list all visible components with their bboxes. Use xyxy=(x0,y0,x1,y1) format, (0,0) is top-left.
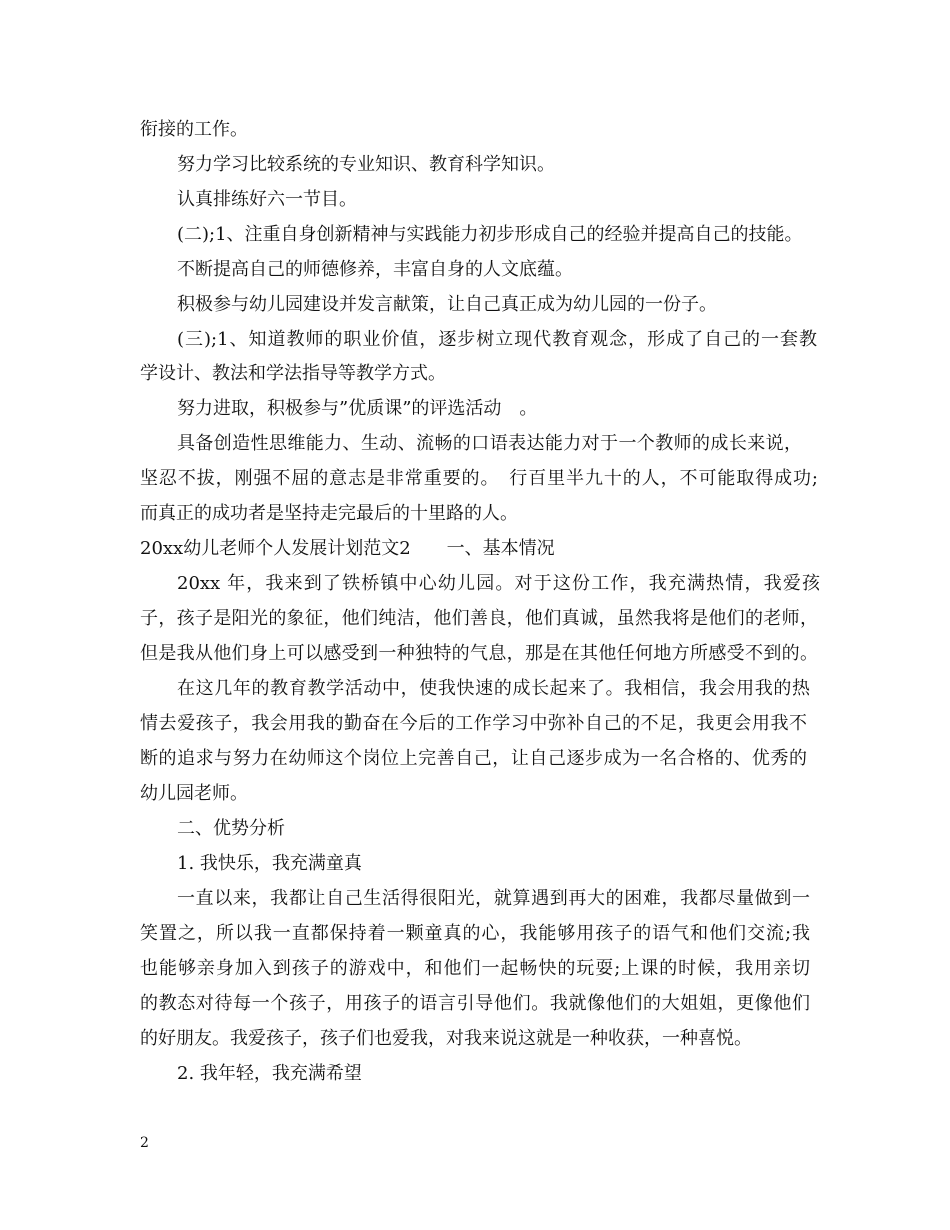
text-line: 具备创造性思维能力、生动、流畅的口语表达能力对于一个教师的成长来说， xyxy=(177,433,802,454)
text-line: 努力进取，积极参与”优质课”的评选活动 。 xyxy=(177,398,538,419)
text-line: 20xx 年，我来到了铁桥镇中心幼儿园。对于这份工作，我充满热情，我爱孩 xyxy=(177,573,820,594)
text-line: 衔接的工作。 xyxy=(140,119,248,140)
text-line: 情去爱孩子，我会用我的勤奋在今后的工作学习中弥补自己的不足，我更会用我不 xyxy=(140,713,807,734)
text-line: 努力学习比较系统的专业知识、教育科学知识。 xyxy=(177,154,555,175)
section-heading: 20xx幼儿老师个人发展计划范文2 一、基本情况 xyxy=(140,538,555,559)
text-line: 坚忍不拔，刚强不屈的意志是非常重要的。 行百里半九十的人，不可能取得成功; xyxy=(140,468,818,489)
text-line: 一直以来，我都让自己生活得很阳光，就算遇到再大的困难，我都尽量做到一 xyxy=(177,888,810,909)
text-line: 学设计、教法和学法指导等教学方式。 xyxy=(140,363,446,384)
text-line: 在这几年的教育教学活动中，使我快速的成长起来了。我相信，我会用我的热 xyxy=(177,678,810,699)
text-line: 的好朋友。我爱孩子，孩子们也爱我，对我来说这就是一种收获，一种喜悦。 xyxy=(140,1028,752,1049)
text-line: 但是我从他们身上可以感受到一种独特的气息，那是在其他任何地方所感受不到的。 xyxy=(140,643,818,664)
text-line: 幼儿园老师。 xyxy=(140,783,248,804)
text-line: 认真排练好六一节目。 xyxy=(177,189,357,210)
text-line: 积极参与幼儿园建设并发言献策，让自己真正成为幼儿园的一份子。 xyxy=(177,294,717,315)
list-item-heading: 2. 我年轻，我充满希望 xyxy=(177,1063,362,1084)
text-line: 的教态对待每一个孩子，用孩子的语言引导他们。我就像他们的大姐姐，更像他们 xyxy=(140,993,810,1014)
text-line: 断的追求与努力在幼师这个岗位上完善自己，让自己逐步成为一名合格的、优秀的 xyxy=(140,748,807,769)
text-line: (三);1、知道教师的职业价值，逐步树立现代教育观念，形成了自己的一套教 xyxy=(177,329,817,350)
text-line: 也能够亲身加入到孩子的游戏中，和他们一起畅快的玩耍;上课的时候，我用亲切 xyxy=(140,958,810,979)
page-number: 2 xyxy=(140,1135,149,1151)
text-line: (二);1、注重自身创新精神与实践能力初步形成自己的经验并提高自己的技能。 xyxy=(177,224,803,245)
text-line: 子，孩子是阳光的象征，他们纯洁，他们善良，他们真诚，虽然我将是他们的老师， xyxy=(140,608,818,629)
text-line: 而真正的成功者是坚持走完最后的十里路的人。 xyxy=(140,503,518,524)
subsection-heading: 二、优势分析 xyxy=(177,818,285,839)
list-item-heading: 1. 我快乐，我充满童真 xyxy=(177,853,362,874)
text-line: 笑置之，所以我一直都保持着一颗童真的心，我能够用孩子的语气和他们交流;我 xyxy=(140,923,810,944)
text-line: 不断提高自己的师德修养，丰富自身的人文底蕴。 xyxy=(177,259,573,280)
